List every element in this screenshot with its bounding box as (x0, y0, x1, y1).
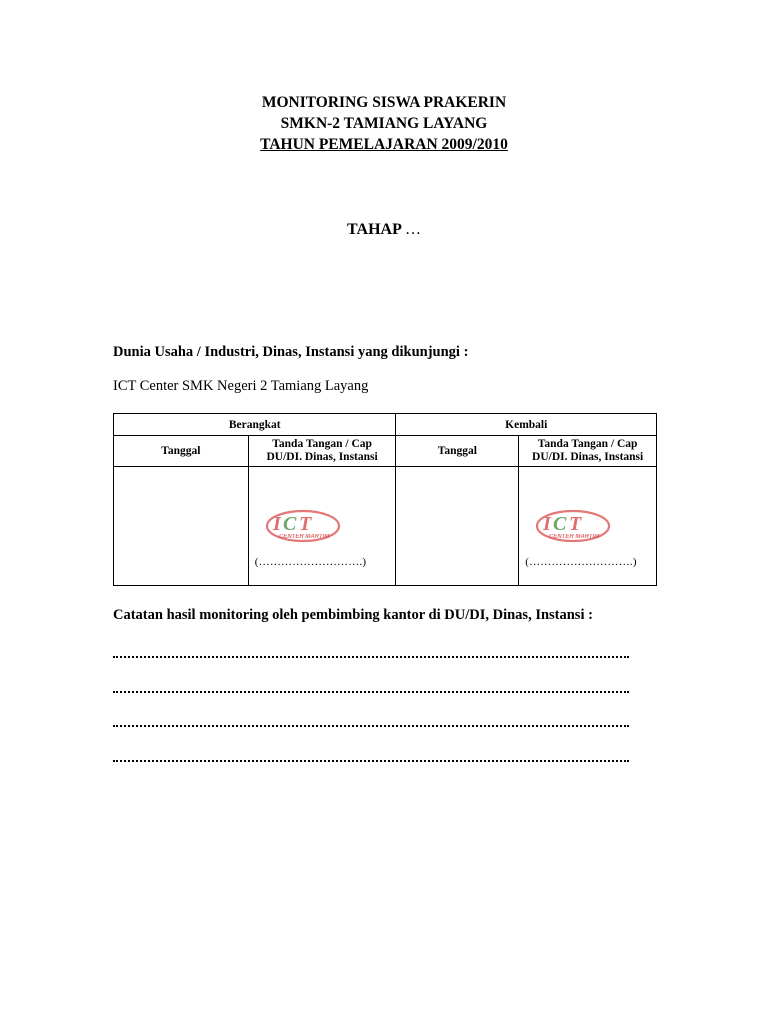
svg-text:C: C (553, 513, 567, 535)
signature-header-line-2: DU/DI. Dinas, Instansi (532, 451, 644, 463)
signature-line: (……………………….) (254, 556, 367, 568)
title-line-3: TAHUN PEMELAJARAN 2009/2010 (260, 136, 508, 153)
stage-placeholder: … (404, 221, 421, 238)
signature-header-line-2: DU/DI. Dinas, Instansi (266, 451, 378, 463)
return-signature-cell[interactable] (519, 467, 657, 586)
title-line-1: MONITORING SISWA PRAKERIN (261, 94, 507, 111)
svg-text:T: T (298, 513, 311, 535)
monitoring-table (113, 413, 657, 586)
return-date-header: Tanggal (396, 436, 519, 467)
svg-text:T: T (569, 513, 582, 535)
svg-text:I: I (543, 513, 552, 535)
table-entry-row (114, 467, 657, 586)
svg-text:C: C (282, 513, 297, 535)
stage-label: TAHAP (347, 221, 401, 238)
return-header: Kembali (396, 414, 657, 436)
ict-center-stamp-icon (529, 505, 613, 545)
departure-header: Berangkat (114, 414, 396, 436)
departure-date-cell[interactable] (114, 467, 249, 586)
return-date-cell[interactable] (396, 467, 519, 586)
return-signature-header (519, 436, 657, 467)
notes-dotted-line[interactable] (113, 690, 629, 693)
visited-institution-name: ICT Center SMK Negeri 2 Tamiang Layang (113, 378, 369, 394)
stage-title (0, 221, 768, 239)
signature-header-line-1: Tanda Tangan / Cap (272, 438, 372, 450)
departure-signature-header (248, 436, 396, 467)
notes-dotted-line[interactable] (113, 655, 629, 658)
svg-text:CENTER MARTIM: CENTER MARTIM (549, 534, 600, 540)
ict-center-stamp-icon (259, 505, 343, 545)
table-group-header-row (114, 414, 657, 436)
departure-date-header: Tanggal (114, 436, 249, 467)
notes-dotted-line[interactable] (113, 759, 629, 762)
svg-text:I: I (272, 513, 281, 535)
signature-header-line-1: Tanda Tangan / Cap (537, 438, 638, 450)
notes-dotted-line[interactable] (113, 724, 629, 727)
svg-text:CENTER MARTIM: CENTER MARTIM (278, 534, 329, 540)
departure-signature-cell[interactable] (248, 467, 396, 586)
visited-institution-label: Dunia Usaha / Industri, Dinas, Instansi yang dikunjungi : (113, 344, 469, 360)
table-column-header-row (114, 436, 657, 467)
monitoring-notes-label: Catatan hasil monitoring oleh pembimbing kantor di DU/DI, Dinas, Instansi : (113, 607, 593, 623)
signature-line: (……………………….) (525, 556, 637, 568)
title-line-2: SMKN-2 TAMIANG LAYANG (280, 115, 488, 132)
